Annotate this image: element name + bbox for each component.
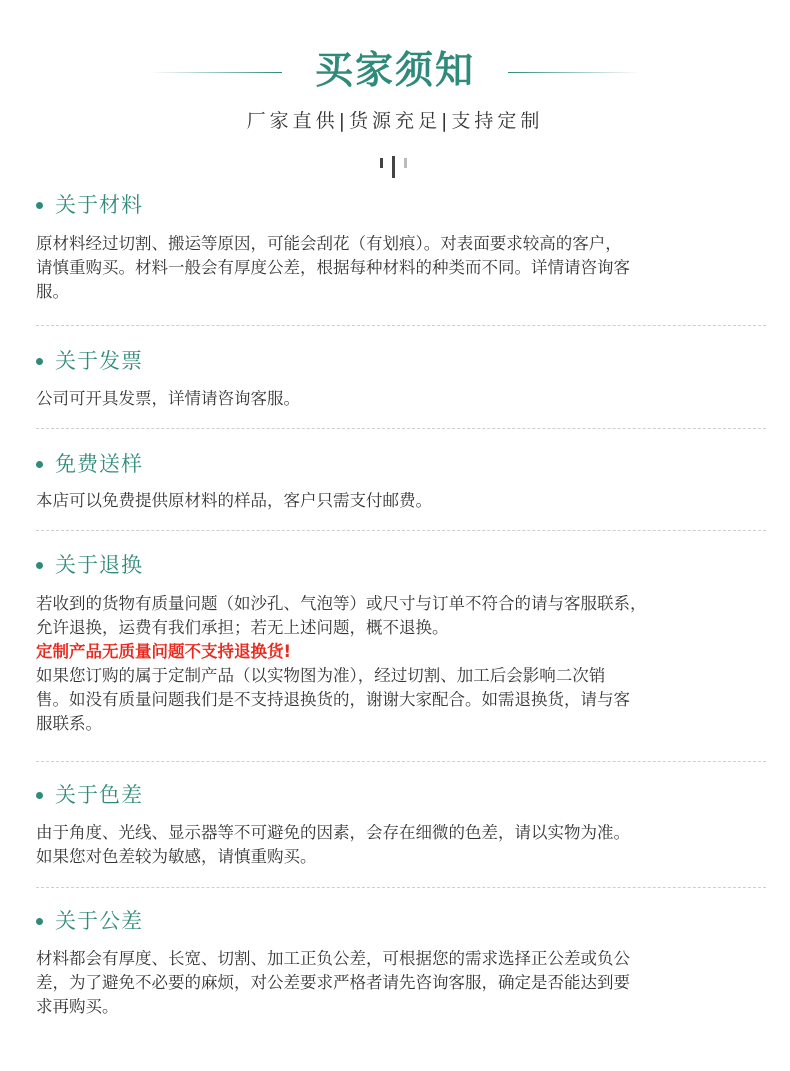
bullet-dot-icon <box>36 792 43 799</box>
body-line: 由于角度、光线、显示器等不可避免的因素，会存在细微的色差，请以实物为准。 <box>36 823 630 842</box>
body-line: 服联系。 <box>36 714 102 733</box>
section-title: 关于发票 <box>55 349 143 373</box>
bullet-dot-icon <box>36 358 43 365</box>
section-heading <box>36 551 143 579</box>
section-title: 关于公差 <box>55 909 143 933</box>
dashed-divider <box>36 428 766 429</box>
section-body <box>36 592 766 736</box>
body-line: 求再购买。 <box>36 997 119 1016</box>
body-line: 公司可开具发票，详情请咨询客服。 <box>36 389 300 408</box>
bullet-dot-icon <box>36 918 43 925</box>
section-title: 免费送样 <box>55 452 143 476</box>
section-body <box>36 489 766 513</box>
body-line: 允许退换，运费有我们承担；若无上述问题，概不退换。 <box>36 618 449 637</box>
body-line: 服。 <box>36 282 69 301</box>
dashed-divider <box>36 761 766 762</box>
section-title: 关于材料 <box>55 193 143 217</box>
title-decor-line-right <box>508 72 640 73</box>
section-title: 关于色差 <box>55 783 143 807</box>
section-heading <box>36 450 143 478</box>
section-heading <box>36 191 143 219</box>
section-body <box>36 821 766 869</box>
body-line: 差，为了避免不必要的麻烦，对公差要求严格者请先咨询客服，确定是否能达到要 <box>36 973 630 992</box>
bullet-dot-icon <box>36 461 43 468</box>
section-heading <box>36 781 143 809</box>
page-subtitle: 厂家直供|货源充足|支持定制 <box>246 110 544 132</box>
section-title: 关于退换 <box>55 553 143 577</box>
warning-text: 定制产品无质量问题不支持退换货! <box>36 642 292 661</box>
body-line: 请慎重购买。材料一般会有厚度公差，根据每种材料的种类而不同。详情请咨询客 <box>36 258 630 277</box>
section-body <box>36 232 766 304</box>
body-line: 售。如没有质量问题我们是不支持退换货的，谢谢大家配合。如需退换货，请与客 <box>36 690 630 709</box>
section-body <box>36 947 766 1019</box>
body-line: 本店可以免费提供原材料的样品，客户只需支付邮费。 <box>36 491 432 510</box>
body-line: 如果您订购的属于定制产品（以实物图为准），经过切割、加工后会影响二次销 <box>36 666 606 685</box>
section-body <box>36 387 766 411</box>
body-line: 如果您对色差较为敏感，请慎重购买。 <box>36 847 317 866</box>
body-line: 材料都会有厚度、长宽、切割、加工正负公差，可根据您的需求选择正公差或负公 <box>36 949 630 968</box>
header <box>0 0 790 190</box>
section-heading <box>36 907 143 935</box>
section-heading <box>36 347 143 375</box>
dashed-divider <box>36 325 766 326</box>
body-line: 原材料经过切割、搬运等原因，可能会刮花（有划痕）。对表面要求较高的客户， <box>36 234 622 253</box>
decor-bars-icon <box>380 156 410 178</box>
bullet-dot-icon <box>36 202 43 209</box>
page-title: 买家须知 <box>314 48 475 92</box>
bullet-dot-icon <box>36 562 43 569</box>
dashed-divider <box>36 530 766 531</box>
body-line: 若收到的货物有质量问题（如沙孔、气泡等）或尺寸与订单不符合的请与客服联系， <box>36 594 647 613</box>
dashed-divider <box>36 887 766 888</box>
